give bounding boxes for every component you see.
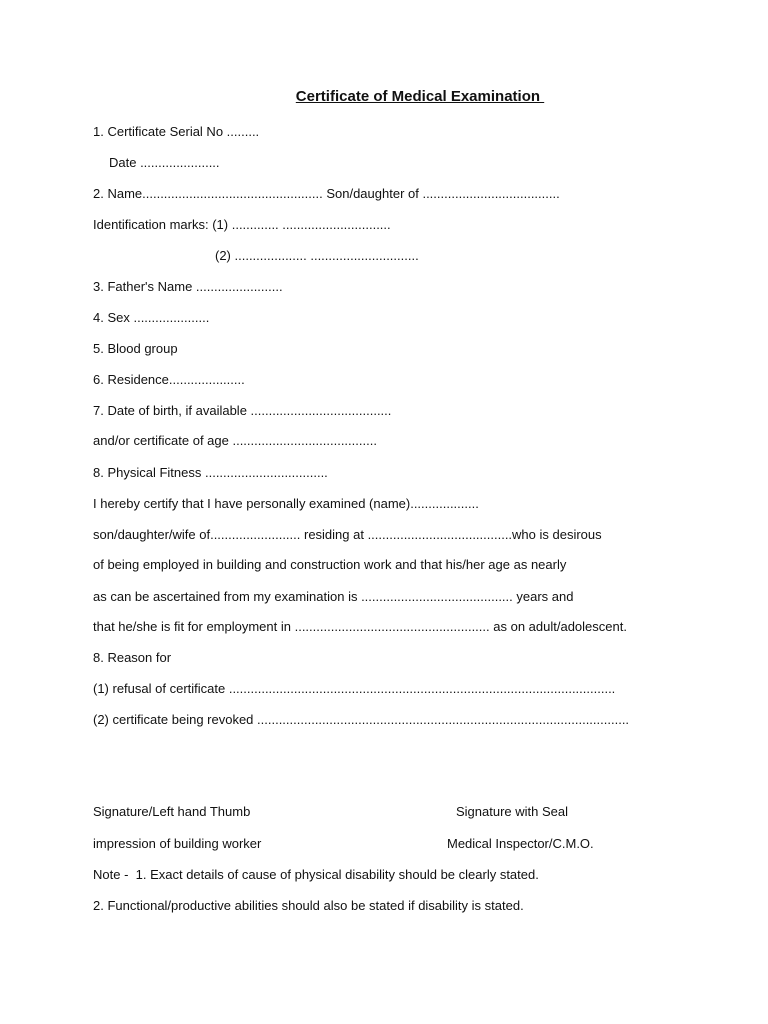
refusal-line: (1) refusal of certificate ...........................................................................................................: [93, 681, 616, 696]
note-line-2: 2. Functional/productive abilities should also be stated if disability is stated.: [93, 898, 524, 913]
revoked-line: (2) certificate being revoked .......................................................................................................: [93, 712, 630, 727]
certification-line-4: as can be ascertained from my examination is .......................................... years and: [93, 589, 574, 604]
certificate-of-age-line: and/or certificate of age ........................................: [93, 433, 377, 448]
worker-impression-label: impression of building worker: [93, 836, 262, 851]
certification-line-5: that he/she is fit for employment in ...................................................... as on adult/adolescent.: [93, 619, 627, 634]
identification-marks-line-1: Identification marks: (1) ............. ..............................: [93, 217, 391, 232]
certification-line-1: I hereby certify that I have personally examined (name)...................: [93, 496, 479, 511]
name-line: 2. Name.................................................. Son/daughter of ......................................: [93, 186, 560, 201]
date-line: Date ......................: [109, 155, 220, 170]
physical-fitness-line: 8. Physical Fitness ..................................: [93, 465, 328, 480]
reason-heading: 8. Reason for: [93, 650, 172, 665]
identification-marks-line-2: (2) .................... ..............................: [215, 248, 419, 263]
serial-no-line: 1. Certificate Serial No .........: [93, 124, 260, 139]
date-of-birth-line: 7. Date of birth, if available .......................................: [93, 403, 392, 418]
fathers-name-line: 3. Father's Name ........................: [93, 279, 283, 294]
seal-signature-label: Signature with Seal: [456, 804, 569, 819]
medical-inspector-label: Medical Inspector/C.M.O.: [447, 836, 594, 851]
certification-line-2: son/daughter/wife of......................... residing at ........................................who is desirous: [93, 527, 602, 542]
worker-signature-label: Signature/Left hand Thumb: [93, 804, 251, 819]
residence-line: 6. Residence.....................: [93, 372, 245, 387]
note-line-1: Note - 1. Exact details of cause of physical disability should be clearly stated.: [93, 867, 539, 882]
sex-line: 4. Sex .....................: [93, 310, 210, 325]
blood-group-line: 5. Blood group: [93, 341, 178, 356]
certification-line-3: of being employed in building and construction work and that his/her age as nearly: [93, 557, 567, 572]
document-title: Certificate of Medical Examination: [295, 88, 545, 105]
